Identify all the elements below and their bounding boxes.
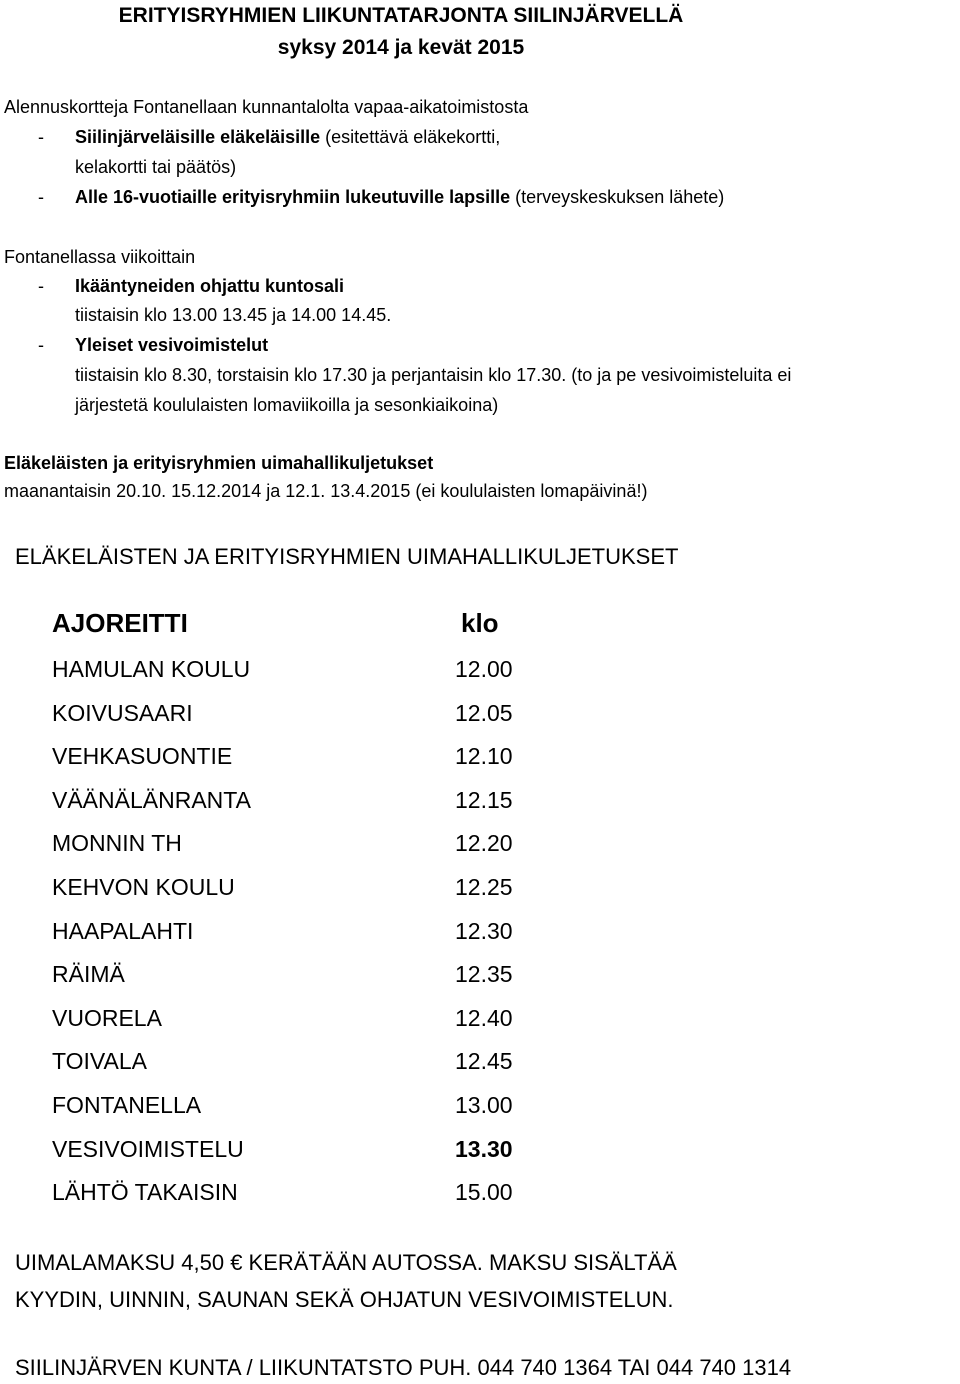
route-time: 13.00 bbox=[455, 1091, 513, 1118]
weekly-aqua-times-cont: järjestetä koululaisten lomaviikoilla ja sesonkiaikoina) bbox=[75, 395, 499, 415]
route-stop: FONTANELLA bbox=[52, 1091, 202, 1118]
route-time: 12.20 bbox=[455, 830, 513, 857]
discounts-heading: Alennuskortteja Fontanellaan kunnantalolta vapaa-aikatoimistosta bbox=[4, 97, 529, 117]
table-row bbox=[0, 696, 960, 740]
discount-item-children-label: Alle 16-vuotiaille erityisryhmiin lukeutuville lapsille bbox=[75, 187, 511, 207]
discount-item-pensioners-label: Siilinjärveläisille eläkeläisille bbox=[75, 127, 321, 147]
table-row bbox=[0, 870, 960, 914]
route-stop: RÄIMÄ bbox=[52, 961, 125, 988]
table-row bbox=[0, 1175, 960, 1219]
table-row bbox=[0, 1088, 960, 1132]
weekly-heading: Fontanellassa viikoittain bbox=[4, 247, 196, 267]
table-row bbox=[0, 957, 960, 1001]
route-time: 13.30 bbox=[455, 1135, 513, 1162]
table-row bbox=[0, 826, 960, 870]
table-row bbox=[0, 914, 960, 958]
discount-item-pensioners-cont: kelakortti tai päätös) bbox=[75, 157, 237, 177]
route-stop: TOIVALA bbox=[52, 1048, 148, 1075]
route-time: 12.00 bbox=[455, 656, 513, 682]
transport-heading: Eläkeläisten ja erityisryhmien uimahallikuljetukset bbox=[4, 453, 434, 473]
route-time: 12.25 bbox=[455, 873, 513, 900]
route-time: 12.45 bbox=[455, 1048, 513, 1075]
route-stop: VEHKASUONTIE bbox=[52, 743, 233, 770]
weekly-aqua-title: Yleiset vesivoimistelut bbox=[75, 335, 269, 355]
contact-line: SIILINJÄRVEN KUNTA / LIIKUNTATSTO PUH. 044 740 1364 TAI 044 740 1314 bbox=[15, 1355, 792, 1380]
table-row bbox=[0, 652, 960, 696]
fee-line-2: KYYDIN, UINNIN, SAUNAN SEKÄ OHJATUN VESIVOIMISTELUN. bbox=[15, 1287, 674, 1312]
bullet-dash: - bbox=[38, 127, 44, 147]
route-time: 12.10 bbox=[455, 743, 513, 770]
route-stop: MONNIN TH bbox=[52, 830, 182, 857]
bullet-dash: - bbox=[38, 187, 44, 207]
route-stop: HAAPALAHTI bbox=[52, 917, 194, 944]
schedule-col-time: klo bbox=[461, 608, 499, 638]
schedule-col-route: AJOREITTI bbox=[52, 608, 188, 638]
route-time: 12.40 bbox=[455, 1004, 513, 1031]
discount-item-pensioners bbox=[75, 125, 500, 149]
route-time: 12.05 bbox=[455, 699, 513, 726]
route-stop: VUORELA bbox=[52, 1004, 162, 1031]
table-row bbox=[0, 1001, 960, 1045]
route-time: 15.00 bbox=[455, 1179, 513, 1206]
bullet-dash: - bbox=[38, 276, 44, 296]
discount-item-children-note: (terveyskeskuksen lähete) bbox=[510, 187, 725, 207]
schedule-table bbox=[0, 652, 960, 1219]
route-stop: KOIVUSAARI bbox=[52, 699, 193, 726]
route-time: 12.15 bbox=[455, 786, 513, 813]
table-row bbox=[0, 1132, 960, 1176]
table-row bbox=[0, 783, 960, 827]
weekly-gym-title: Ikääntyneiden ohjattu kuntosali bbox=[75, 276, 345, 296]
route-stop: VÄÄNÄLÄNRANTA bbox=[52, 786, 251, 813]
route-stop: KEHVON KOULU bbox=[52, 873, 235, 900]
route-stop: LÄHTÖ TAKAISIN bbox=[52, 1179, 238, 1206]
route-stop: VESIVOIMISTELU bbox=[52, 1135, 244, 1162]
bullet-dash: - bbox=[38, 335, 44, 355]
route-stop: HAMULAN KOULU bbox=[52, 656, 251, 682]
route-time: 12.30 bbox=[455, 917, 513, 944]
transport-dates: maanantaisin 20.10. 15.12.2014 ja 12.1. 13.4.2015 (ei koululaisten lomapäivinä!) bbox=[4, 481, 648, 501]
document-title: ERITYISRYHMIEN LIIKUNTATARJONTA SIILINJÄRVELLÄ bbox=[118, 4, 684, 27]
discount-item-pensioners-note: (esitettävä eläkekortti, bbox=[320, 127, 501, 147]
table-row bbox=[0, 1044, 960, 1088]
schedule-heading: ELÄKELÄISTEN JA ERITYISRYHMIEN UIMAHALLIKULJETUKSET bbox=[15, 544, 679, 569]
weekly-gym-times: tiistaisin klo 13.00 13.45 ja 14.00 14.45. bbox=[75, 305, 392, 325]
table-row bbox=[0, 739, 960, 783]
route-time: 12.35 bbox=[455, 961, 513, 988]
discount-item-children bbox=[75, 185, 724, 209]
weekly-aqua-times: tiistaisin klo 8.30, torstaisin klo 17.30 ja perjantaisin klo 17.30. (to ja pe vesivoimisteluita ei bbox=[75, 365, 792, 385]
fee-line-1: UIMALAMAKSU 4,50 € KERÄTÄÄN AUTOSSA. MAKSU SISÄLTÄÄ bbox=[15, 1250, 677, 1275]
document-subtitle: syksy 2014 ja kevät 2015 bbox=[277, 36, 525, 59]
